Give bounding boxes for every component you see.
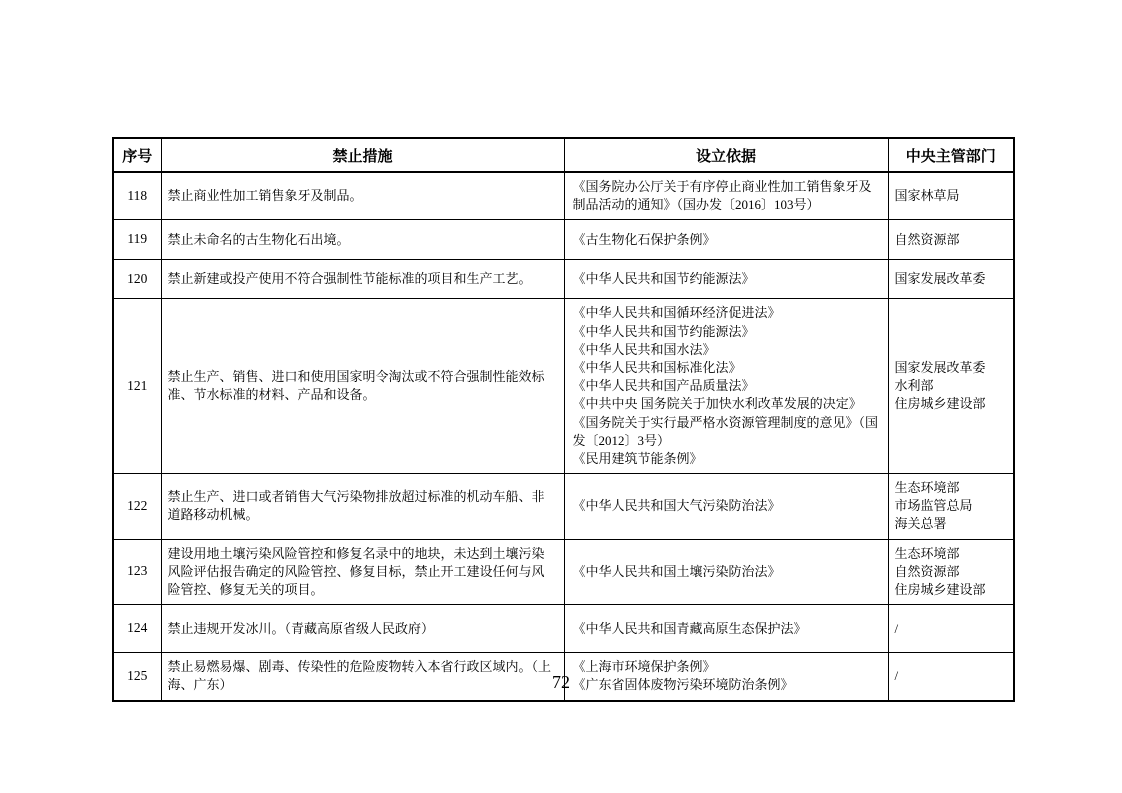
- department-line: /: [894, 620, 899, 636]
- row-seq-number: 123: [113, 539, 161, 605]
- basis-line: 《国务院关于实行最严格水资源管理制度的意见》（国发〔2012〕3号）: [572, 414, 879, 448]
- basis-line: 《民用建筑节能条例》: [572, 450, 703, 466]
- row-department-list: [888, 260, 1014, 299]
- basis-line: 《中共中央 国务院关于加快水利改革发展的决定》: [572, 396, 862, 412]
- row-basis-list: [564, 172, 888, 220]
- table-row: [113, 605, 1014, 653]
- basis-line: 《中华人民共和国大气污染防治法》: [572, 498, 781, 514]
- table-row: [113, 220, 1014, 260]
- row-seq-number: 124: [113, 605, 161, 653]
- row-basis-list: [564, 605, 888, 653]
- header-measure: 禁止措施: [161, 138, 564, 172]
- row-seq-number: 118: [113, 172, 161, 220]
- row-basis-list: [564, 539, 888, 605]
- basis-line: 《中华人民共和国标准化法》: [572, 359, 742, 375]
- department-line: 自然资源部: [894, 231, 960, 247]
- row-seq-number: 121: [113, 299, 161, 474]
- department-line: /: [894, 668, 899, 684]
- table-container: [112, 137, 1015, 702]
- basis-line: 《中华人民共和国节约能源法》: [572, 271, 755, 287]
- row-measure-text: 禁止生产、进口或者销售大气污染物排放超过标准的机动车船、非道路移动机械。: [161, 474, 564, 540]
- department-line: 国家发展改革委: [894, 271, 986, 287]
- row-measure-text: 禁止新建或投产使用不符合强制性节能标准的项目和生产工艺。: [161, 260, 564, 299]
- row-measure-text: 建设用地土壤污染风险管控和修复名录中的地块，未达到土壤污染风险评估报告确定的风险管控、修复目标，禁止开工建设任何与风险管控、修复无关的项目。: [161, 539, 564, 605]
- row-seq-number: 125: [113, 653, 161, 701]
- department-line: 自然资源部: [894, 563, 960, 579]
- row-department-list: [888, 220, 1014, 260]
- row-basis-list: [564, 474, 888, 540]
- basis-line: 《中华人民共和国节约能源法》: [572, 323, 755, 339]
- department-line: 水利部: [894, 378, 934, 394]
- department-line: 住房城乡建设部: [894, 396, 986, 412]
- department-line: 市场监管总局: [894, 498, 973, 514]
- department-line: 生态环境部: [894, 480, 960, 496]
- row-department-list: [888, 299, 1014, 474]
- row-basis-list: [564, 260, 888, 299]
- table-row: [113, 172, 1014, 220]
- department-line: 国家林草局: [894, 188, 960, 204]
- table-row: [113, 299, 1014, 474]
- basis-line: 《国务院办公厅关于有序停止商业性加工销售象牙及制品活动的通知》（国办发〔2016〕103号）: [572, 179, 872, 213]
- basis-line: 《中华人民共和国循环经济促进法》: [572, 305, 781, 321]
- table-row: [113, 474, 1014, 540]
- basis-line: 《中华人民共和国水法》: [572, 341, 716, 357]
- table-header-row: [113, 138, 1014, 172]
- row-measure-text: 禁止生产、销售、进口和使用国家明令淘汰或不符合强制性能效标准、节水标准的材料、产品和设备。: [161, 299, 564, 474]
- basis-line: 《中华人民共和国青藏高原生态保护法》: [572, 620, 807, 636]
- row-seq-number: 120: [113, 260, 161, 299]
- row-department-list: [888, 539, 1014, 605]
- table-row: [113, 260, 1014, 299]
- row-department-list: [888, 605, 1014, 653]
- row-measure-text: 禁止违规开发冰川。（青藏高原省级人民政府）: [161, 605, 564, 653]
- row-department-list: [888, 474, 1014, 540]
- basis-line: 《上海市环境保护条例》: [572, 659, 716, 675]
- table-row: [113, 539, 1014, 605]
- prohibition-measures-table: [112, 137, 1015, 702]
- header-department: 中央主管部门: [888, 138, 1014, 172]
- row-seq-number: 122: [113, 474, 161, 540]
- row-measure-text: 禁止商业性加工销售象牙及制品。: [161, 172, 564, 220]
- row-seq-number: 119: [113, 220, 161, 260]
- row-measure-text: 禁止未命名的古生物化石出境。: [161, 220, 564, 260]
- row-measure-text: 禁止易燃易爆、剧毒、传染性的危险废物转入本省行政区域内。（上海、广东）: [161, 653, 564, 701]
- header-basis: 设立依据: [564, 138, 888, 172]
- department-line: 国家发展改革委: [894, 359, 986, 375]
- department-line: 住房城乡建设部: [894, 582, 986, 597]
- basis-line: 《古生物化石保护条例》: [572, 231, 716, 247]
- basis-line: 《广东省固体废物污染环境防治条例》: [572, 677, 794, 693]
- row-basis-list: [564, 299, 888, 474]
- department-line: 生态环境部: [894, 545, 960, 561]
- row-department-list: [888, 172, 1014, 220]
- header-seq: 序号: [113, 138, 161, 172]
- basis-line: 《中华人民共和国产品质量法》: [572, 378, 755, 394]
- department-line: 海关总署: [894, 516, 947, 532]
- basis-line: 《中华人民共和国土壤污染防治法》: [572, 563, 781, 579]
- page-number: 72: [552, 672, 570, 692]
- row-basis-list: [564, 220, 888, 260]
